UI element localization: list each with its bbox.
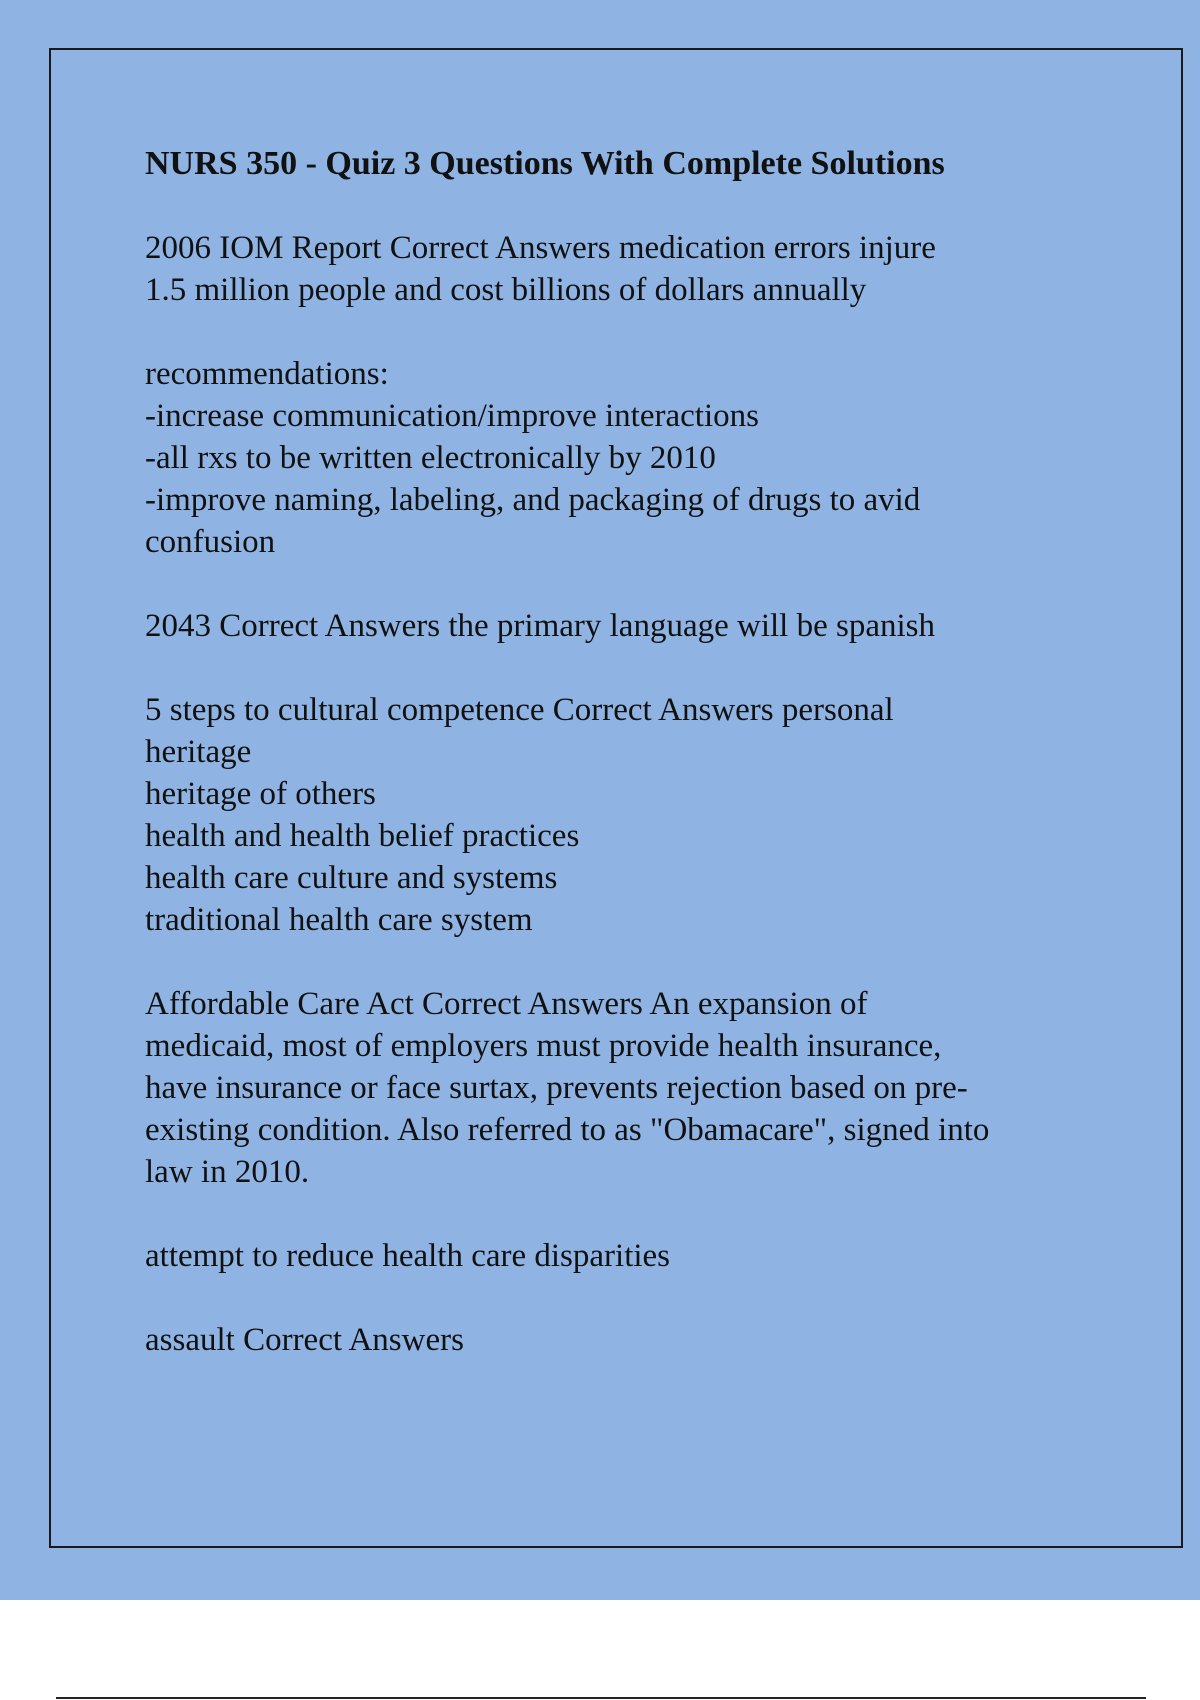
entry-paragraph xyxy=(145,227,1085,311)
text-line: assault Correct Answers xyxy=(145,1322,464,1358)
text-line: -all rxs to be written electronically by 2010 xyxy=(145,440,716,476)
text-line: confusion xyxy=(145,524,276,560)
qa-entry-assault xyxy=(145,1319,1085,1361)
entry-paragraph xyxy=(145,353,1085,563)
text-line: -improve naming, labeling, and packaging of drugs to avid xyxy=(145,482,921,518)
qa-entry-2043 xyxy=(145,605,1085,647)
entry-paragraph xyxy=(145,983,1085,1193)
text-line: health care culture and systems xyxy=(145,860,558,896)
entry-paragraph xyxy=(145,1319,1085,1361)
text-line: -increase communication/improve interactions xyxy=(145,398,759,434)
text-line: have insurance or face surtax, prevents rejection based on pre- xyxy=(145,1070,968,1106)
entry-paragraph xyxy=(145,689,1085,941)
text-line: health and health belief practices xyxy=(145,818,580,854)
document-title: NURS 350 - Quiz 3 Questions With Complete Solutions xyxy=(145,145,945,182)
qa-entry-iom-report xyxy=(145,227,1085,563)
qa-entry-affordable-care-act xyxy=(145,983,1085,1277)
entry-paragraph xyxy=(145,605,1085,647)
text-line: heritage xyxy=(145,734,252,770)
text-line: law in 2010. xyxy=(145,1154,310,1190)
text-line: recommendations: xyxy=(145,356,389,392)
text-line: 5 steps to cultural competence Correct Answers personal xyxy=(145,692,894,728)
text-line: heritage of others xyxy=(145,776,376,812)
text-line: 1.5 million people and cost billions of dollars annually xyxy=(145,272,867,308)
text-line: 2043 Correct Answers the primary language will be spanish xyxy=(145,608,935,644)
text-line: traditional health care system xyxy=(145,902,533,938)
text-line: 2006 IOM Report Correct Answers medication errors injure xyxy=(145,230,936,266)
document-body xyxy=(145,143,1085,1403)
qa-entry-cultural-competence xyxy=(145,689,1085,941)
entry-paragraph xyxy=(145,1235,1085,1277)
text-line: Affordable Care Act Correct Answers An expansion of xyxy=(145,986,868,1022)
text-line: existing condition. Also referred to as "Obamacare", signed into xyxy=(145,1112,990,1148)
text-line: medicaid, most of employers must provide health insurance, xyxy=(145,1028,942,1064)
text-line: attempt to reduce health care disparities xyxy=(145,1238,671,1274)
footer-divider xyxy=(56,1697,1146,1699)
